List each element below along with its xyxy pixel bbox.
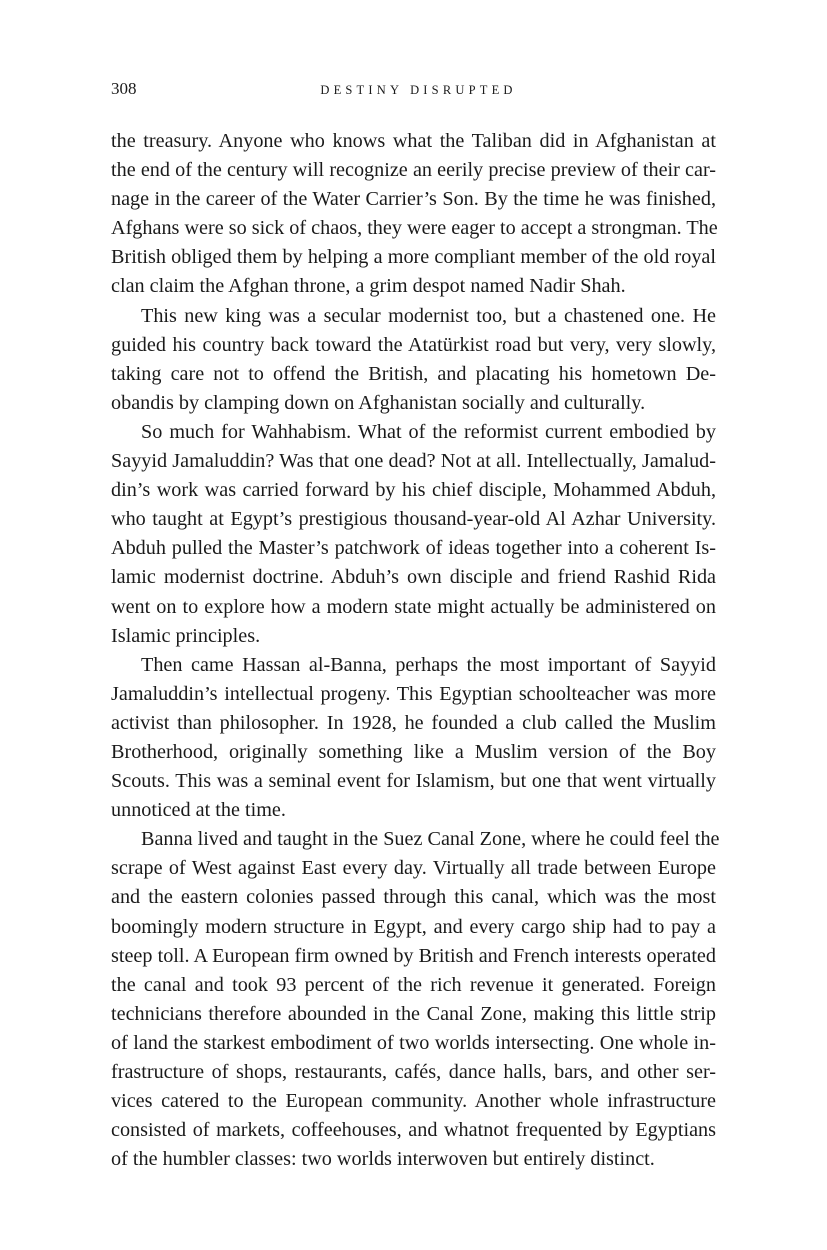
text-line: the canal and took 93 percent of the rich revenue it generated. Foreign — [111, 973, 716, 996]
text-line: clan claim the Afghan throne, a grim despot named Nadir Shah. — [111, 275, 626, 298]
text-line: steep toll. A European firm owned by British and French interests operated — [111, 944, 716, 967]
text-line: Sayyid Jamaluddin? Was that one dead? Not at all. Intellectually, Jamalud- — [111, 450, 716, 473]
text-line: and the eastern colonies passed through this canal, which was the most — [111, 886, 716, 909]
text-line: Afghans were so sick of chaos, they were eager to accept a strongman. The — [111, 217, 718, 240]
paragraph-5 — [111, 825, 720, 1174]
text-line: consisted of markets, coffeehouses, and whatnot frequented by Egyptians — [111, 1119, 716, 1142]
text-line: So much for Wahhabism. What of the reformist current embodied by — [141, 420, 716, 443]
text-line: frastructure of shops, restaurants, cafés, dance halls, bars, and other ser- — [111, 1061, 716, 1083]
text-line: taking care not to offend the British, and placating his hometown De- — [111, 362, 716, 385]
text-line: lamic modernist doctrine. Abduh’s own disciple and friend Rashid Rida — [111, 566, 716, 589]
text-line: of land the starkest embodiment of two worlds intersecting. One whole in- — [111, 1031, 716, 1054]
text-line: boomingly modern structure in Egypt, and every cargo ship had to pay a — [111, 915, 716, 938]
text-line: British obliged them by helping a more compliant member of the old royal — [111, 246, 716, 269]
text-line: Islamic principles. — [111, 624, 261, 647]
text-line: the treasury. Anyone who knows what the Taliban did in Afghanistan at — [111, 130, 716, 152]
text-line: guided his country back toward the Atatürkist road but very, very slowly, — [111, 333, 716, 356]
text-line: This new king was a secular modernist too, but a chastened one. He — [141, 304, 716, 327]
text-line: din’s work was carried forward by his chief disciple, Mohammed Abduh, — [111, 479, 716, 502]
text-line: activist than philosopher. In 1928, he founded a club called the Muslim — [111, 711, 716, 734]
text-line: unnoticed at the time. — [111, 799, 286, 822]
text-line: Jamaluddin’s intellectual progeny. This Egyptian schoolteacher was more — [111, 682, 716, 705]
paragraph-1 — [111, 127, 716, 302]
text-line: Abduh pulled the Master’s patchwork of ideas together into a coherent Is- — [111, 537, 716, 560]
text-line: of the humbler classes: two worlds interwoven but entirely distinct. — [111, 1148, 655, 1171]
book-title: DESTINY DISRUPTED — [320, 83, 517, 97]
text-line: the end of the century will recognize an eerily precise preview of their car- — [111, 159, 716, 182]
paragraph-4 — [111, 651, 716, 826]
text-line: scrape of West against East every day. Virtually all trade between Europe — [111, 857, 716, 880]
text-line: vices catered to the European community. Another whole infrastructure — [111, 1090, 716, 1113]
running-head — [111, 78, 716, 102]
text-line: went on to explore how a modern state might actually be administered on — [111, 595, 716, 618]
text-line: Brotherhood, originally something like a Muslim version of the Boy — [111, 740, 716, 763]
text-line: technicians therefore abounded in the Canal Zone, making this little strip — [111, 1002, 716, 1025]
text-line: nage in the career of the Water Carrier’s Son. By the time he was finished, — [111, 188, 716, 211]
text-line: Then came Hassan al-Banna, perhaps the most important of Sayyid — [141, 653, 716, 676]
text-line: Banna lived and taught in the Suez Canal Zone, where he could feel the — [141, 828, 720, 851]
page-number: 308 — [111, 79, 137, 98]
text-line: obandis by clamping down on Afghanistan socially and culturally. — [111, 391, 646, 414]
paragraph-2 — [111, 302, 716, 418]
text-line: Scouts. This was a seminal event for Islamism, but one that went virtually — [111, 770, 716, 793]
text-line: who taught at Egypt’s prestigious thousand-year-old Al Azhar University. — [111, 508, 716, 531]
paragraph-3 — [111, 418, 716, 651]
body-text — [111, 127, 720, 1174]
